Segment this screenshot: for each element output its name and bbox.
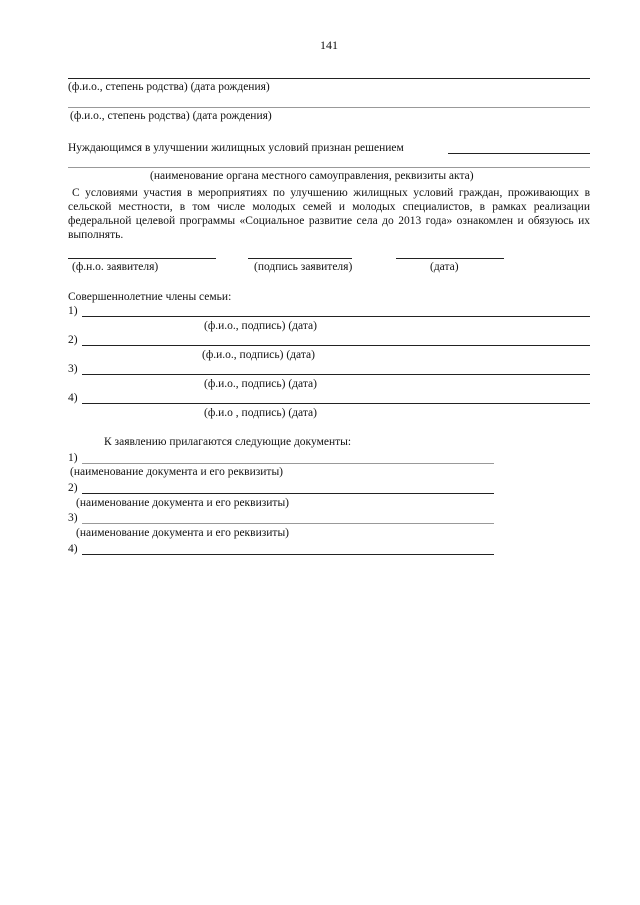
relative-line-2 — [68, 107, 590, 108]
recognition-text: Нуждающимся в улучшении жилищных условий признан решением — [68, 142, 404, 154]
applicant-name-label: (ф.н.о. заявителя) — [72, 261, 159, 273]
applicant-signature-label: (подпись заявителя) — [254, 261, 353, 273]
adult-member-caption-2: (ф.и.о., подпись) (дата) — [202, 349, 315, 361]
recognition-decision-line — [448, 153, 590, 154]
adult-member-number-1: 1) — [68, 305, 78, 317]
attachment-line-2 — [82, 493, 494, 494]
relative-label-1: (ф.и.о., степень родства) (дата рождения) — [68, 81, 270, 93]
adult-member-number-4: 4) — [68, 392, 78, 404]
attachment-caption-3: (наименование документа и его реквизиты) — [76, 527, 289, 539]
adult-member-caption-3: (ф.и.о., подпись) (дата) — [204, 378, 317, 390]
adult-member-number-3: 3) — [68, 363, 78, 375]
relative-label-2: (ф.и.о., степень родства) (дата рождения) — [70, 110, 272, 122]
adult-members-heading: Совершеннолетние члены семьи: — [68, 291, 232, 303]
relative-line-1 — [68, 78, 590, 79]
attachment-caption-2: (наименование документа и его реквизиты) — [76, 497, 289, 509]
agreement-paragraph: С условиями участия в мероприятиях по улучшению жилищных условий граждан, проживающих в сельской местности, в том числе молодых семей и молодых специалистов, в рамках реализации федеральной целевой программы «Социальное развитие села до 2013 года» ознакомлен и обязуюсь их выполнять. — [68, 187, 590, 241]
attachment-number-3: 3) — [68, 512, 78, 524]
recognition-caption: (наименование органа местного самоуправления, реквизиты акта) — [150, 170, 474, 182]
adult-member-caption-1: (ф.и.о., подпись) (дата) — [204, 320, 317, 332]
attachment-number-1: 1) — [68, 452, 78, 464]
adult-member-caption-4: (ф.и.о , подпись) (дата) — [204, 407, 317, 419]
attachment-line-3 — [82, 523, 494, 524]
attachment-number-2: 2) — [68, 482, 78, 494]
attachment-number-4: 4) — [68, 543, 78, 555]
applicant-name-line — [68, 258, 216, 259]
attachments-heading: К заявлению прилагаются следующие документы: — [104, 436, 352, 448]
adult-member-line-4 — [82, 403, 590, 404]
attachment-line-4 — [82, 554, 494, 555]
adult-member-line-3 — [82, 374, 590, 375]
adult-member-line-2 — [82, 345, 590, 346]
attachment-line-1 — [82, 463, 494, 464]
recognition-authority-line — [68, 167, 590, 168]
attachment-caption-1: (наименование документа и его реквизиты) — [70, 466, 283, 478]
applicant-date-label: (дата) — [430, 261, 459, 273]
applicant-signature-line — [248, 258, 352, 259]
page-number: 141 — [320, 38, 338, 52]
adult-member-number-2: 2) — [68, 334, 78, 346]
applicant-date-line — [396, 258, 504, 259]
adult-member-line-1 — [82, 316, 590, 317]
